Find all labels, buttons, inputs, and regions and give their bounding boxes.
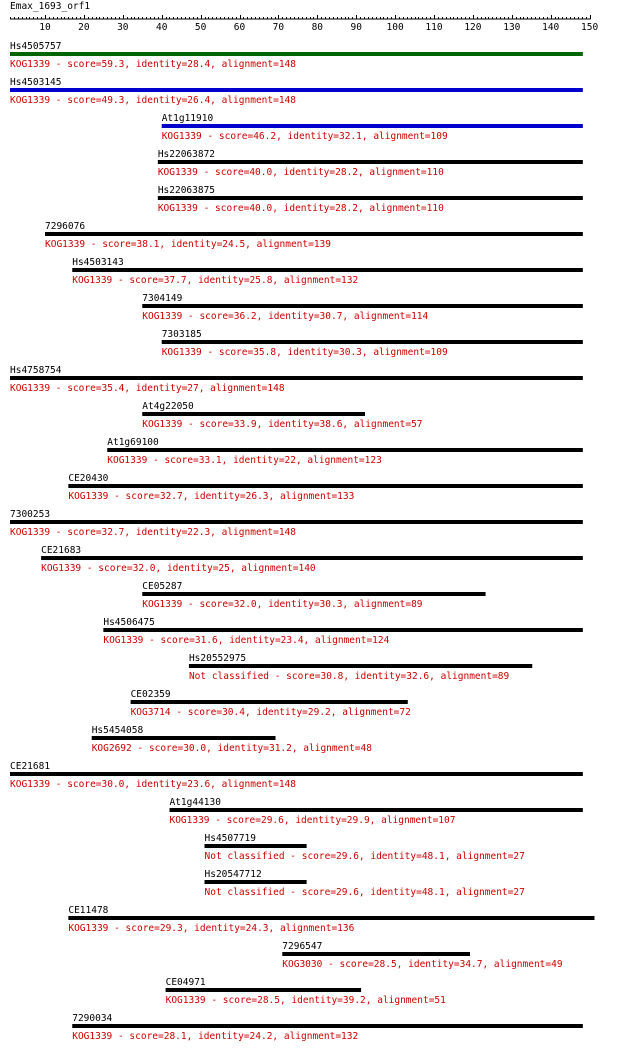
hit-annotation[interactable]: Not classified - score=29.6, identity=48.1, alignment=27	[204, 851, 525, 862]
hit-row	[72, 257, 583, 286]
axis-tick-label: 40	[155, 22, 168, 33]
hit-id-label[interactable]: Hs4503143	[72, 257, 124, 268]
hit-alignment-bar[interactable]	[68, 916, 594, 920]
axis-tick-label: 80	[311, 22, 324, 33]
hit-row	[10, 509, 583, 538]
hit-alignment-bar[interactable]	[10, 520, 583, 524]
hit-annotation[interactable]: KOG1339 - score=49.3, identity=26.4, alignment=148	[10, 95, 296, 106]
hit-annotation[interactable]: KOG1339 - score=59.3, identity=28.4, alignment=148	[10, 59, 296, 70]
hit-id-label[interactable]: CE20430	[68, 473, 109, 484]
sequence-axis	[10, 1, 598, 33]
hit-id-label[interactable]: 7296076	[45, 221, 86, 232]
hit-annotation[interactable]: KOG3030 - score=28.5, identity=34.7, alignment=49	[282, 959, 563, 970]
hit-alignment-bar[interactable]	[92, 736, 276, 740]
hit-id-label[interactable]: Hs4758754	[10, 365, 62, 376]
hit-row	[205, 869, 525, 898]
hit-id-label[interactable]: At1g69100	[107, 437, 159, 448]
hit-row	[205, 833, 525, 862]
hit-row	[72, 1013, 583, 1042]
axis-tick-label: 140	[542, 22, 560, 33]
hit-row	[41, 545, 583, 574]
hit-row	[282, 941, 563, 970]
hit-alignment-bar[interactable]	[158, 196, 583, 200]
hit-id-label[interactable]: At1g44130	[169, 797, 221, 808]
hit-id-label[interactable]: Hs20547712	[204, 869, 262, 880]
axis-tick-label: 120	[464, 22, 482, 33]
hit-alignment-bar[interactable]	[142, 412, 365, 416]
hit-id-label[interactable]: Hs4507719	[204, 833, 256, 844]
hit-annotation[interactable]: KOG1339 - score=40.0, identity=28.2, alignment=110	[157, 203, 444, 214]
hit-row	[45, 221, 583, 250]
hit-alignment-bar[interactable]	[72, 268, 583, 272]
hit-alignment-bar[interactable]	[10, 52, 583, 56]
hit-row	[10, 77, 583, 106]
hit-row	[142, 293, 583, 322]
hit-row	[103, 617, 582, 646]
hit-alignment-bar[interactable]	[72, 1024, 583, 1028]
hit-annotation[interactable]: KOG1339 - score=32.7, identity=26.3, alignment=133	[68, 491, 355, 502]
hit-alignment-bar[interactable]	[45, 232, 583, 236]
hit-row	[162, 113, 583, 142]
hit-id-label[interactable]: 7290034	[72, 1013, 113, 1024]
hit-row	[10, 761, 583, 790]
hit-id-label[interactable]: Hs5454058	[91, 725, 144, 736]
hit-row	[158, 149, 583, 178]
hit-alignment-bar[interactable]	[169, 808, 582, 812]
axis-tick-label: 130	[503, 22, 521, 33]
axis-tick-label: 50	[194, 22, 207, 33]
hit-row	[189, 653, 532, 682]
hit-annotation[interactable]: KOG1339 - score=40.0, identity=28.2, alignment=110	[157, 167, 444, 178]
hit-annotation[interactable]: KOG3714 - score=30.4, identity=29.2, alignment=72	[130, 707, 411, 718]
hit-alignment-bar[interactable]	[142, 304, 583, 308]
hit-alignment-bar[interactable]	[162, 124, 583, 128]
hit-row	[142, 401, 422, 430]
hit-row	[169, 797, 582, 826]
hit-annotation[interactable]: KOG1339 - score=46.2, identity=32.1, alignment=109	[161, 131, 448, 142]
hit-id-label[interactable]: CE02359	[130, 689, 171, 700]
hit-annotation[interactable]: KOG1339 - score=38.1, identity=24.5, alignment=139	[45, 239, 331, 250]
hit-id-label[interactable]: At4g22050	[142, 401, 194, 412]
hit-annotation[interactable]: KOG1339 - score=30.0, identity=23.6, alignment=148	[10, 779, 296, 790]
axis-tick-label: 10	[39, 22, 51, 33]
hit-annotation[interactable]: Not classified - score=29.6, identity=48.1, alignment=27	[204, 887, 525, 898]
hit-id-label[interactable]: 7296547	[282, 941, 323, 952]
hit-alignment-bar[interactable]	[158, 160, 583, 164]
hit-row	[158, 185, 583, 214]
hit-list	[10, 41, 595, 1042]
hit-id-label[interactable]: Hs22063875	[157, 185, 216, 196]
hit-id-label[interactable]: CE11478	[68, 905, 109, 916]
hit-id-label[interactable]: Hs4506475	[103, 617, 155, 628]
hit-id-label[interactable]: 7303185	[161, 329, 202, 340]
hit-row	[10, 41, 583, 70]
hit-id-label[interactable]: Hs4503145	[10, 77, 62, 88]
hit-alignment-bar[interactable]	[10, 376, 583, 380]
hit-annotation[interactable]: KOG1339 - score=35.8, identity=30.3, alignment=109	[161, 347, 448, 358]
hit-alignment-bar[interactable]	[142, 592, 485, 596]
hit-row	[107, 437, 583, 466]
hit-alignment-bar[interactable]	[131, 700, 408, 704]
hit-id-label[interactable]: CE21681	[10, 761, 51, 772]
hit-annotation[interactable]: KOG1339 - score=35.4, identity=27, alignment=148	[10, 383, 285, 394]
hit-row	[142, 581, 485, 610]
hit-annotation[interactable]: KOG1339 - score=36.2, identity=30.7, alignment=114	[142, 311, 429, 322]
hit-id-label[interactable]: CE21683	[41, 545, 82, 556]
axis-tick-label: 30	[117, 22, 129, 33]
hit-alignment-bar[interactable]	[68, 484, 582, 488]
hit-annotation[interactable]: KOG1339 - score=32.0, identity=30.3, alignment=89	[142, 599, 423, 610]
axis-tick-label: 70	[272, 22, 285, 33]
hit-annotation[interactable]: KOG1339 - score=32.7, identity=22.3, alignment=148	[10, 527, 296, 538]
hit-alignment-bar[interactable]	[205, 880, 307, 884]
hit-annotation[interactable]: KOG1339 - score=33.1, identity=22, alignment=123	[107, 455, 382, 466]
hit-id-label[interactable]: Hs20552975	[188, 653, 247, 664]
hit-alignment-bar[interactable]	[282, 952, 470, 956]
axis-tick-label: 90	[350, 22, 362, 33]
axis-tick-label: 150	[581, 22, 599, 33]
hit-row	[68, 473, 582, 502]
hit-row	[131, 689, 411, 718]
hit-alignment-bar[interactable]	[10, 88, 583, 92]
query-title: Emax_1693_orf1	[10, 1, 91, 12]
hit-annotation[interactable]: KOG1339 - score=28.5, identity=39.2, alignment=51	[165, 995, 446, 1006]
hit-alignment-bar[interactable]	[107, 448, 583, 452]
axis-tick-label: 20	[78, 22, 90, 33]
hit-id-label[interactable]: Hs22063872	[157, 149, 216, 160]
hit-alignment-bar[interactable]	[162, 340, 583, 344]
hit-id-label[interactable]: 7300253	[10, 509, 51, 520]
hit-id-label[interactable]: CE05287	[142, 581, 183, 592]
hit-id-label[interactable]: Hs4505757	[10, 41, 62, 52]
hit-row	[166, 977, 447, 1006]
hit-annotation[interactable]: KOG1339 - score=29.3, identity=24.3, alignment=136	[68, 923, 355, 934]
axis-tick-label: 110	[425, 22, 443, 33]
hit-annotation[interactable]: KOG1339 - score=28.1, identity=24.2, alignment=132	[72, 1031, 359, 1042]
hit-alignment-bar[interactable]	[103, 628, 582, 632]
hit-annotation[interactable]: KOG1339 - score=31.6, identity=23.4, alignment=124	[103, 635, 390, 646]
hit-annotation[interactable]: KOG1339 - score=37.7, identity=25.8, alignment=132	[72, 275, 359, 286]
hit-row	[162, 329, 583, 358]
hit-row	[68, 905, 594, 934]
hit-alignment-bar[interactable]	[166, 988, 362, 992]
hit-alignment-bar[interactable]	[189, 664, 532, 668]
axis-tick-label: 60	[233, 22, 246, 33]
hit-id-label[interactable]: At1g11910	[161, 113, 214, 124]
hit-id-label[interactable]: CE04971	[165, 977, 206, 988]
hit-annotation[interactable]: Not classified - score=30.8, identity=32.6, alignment=89	[188, 671, 510, 682]
hit-row	[92, 725, 373, 754]
hit-id-label[interactable]: 7304149	[142, 293, 183, 304]
hit-alignment-bar[interactable]	[205, 844, 307, 848]
hit-annotation[interactable]: KOG1339 - score=32.0, identity=25, alignment=140	[41, 563, 316, 574]
hit-annotation[interactable]: KOG1339 - score=33.9, identity=38.6, alignment=57	[142, 419, 423, 430]
hit-alignment-bar[interactable]	[10, 772, 583, 776]
hit-row	[10, 365, 583, 394]
hit-alignment-bar[interactable]	[41, 556, 583, 560]
hit-annotation[interactable]: KOG1339 - score=29.6, identity=29.9, alignment=107	[169, 815, 456, 826]
hit-annotation[interactable]: KOG2692 - score=30.0, identity=31.2, alignment=48	[91, 743, 372, 754]
axis-tick-label: 100	[386, 22, 404, 33]
